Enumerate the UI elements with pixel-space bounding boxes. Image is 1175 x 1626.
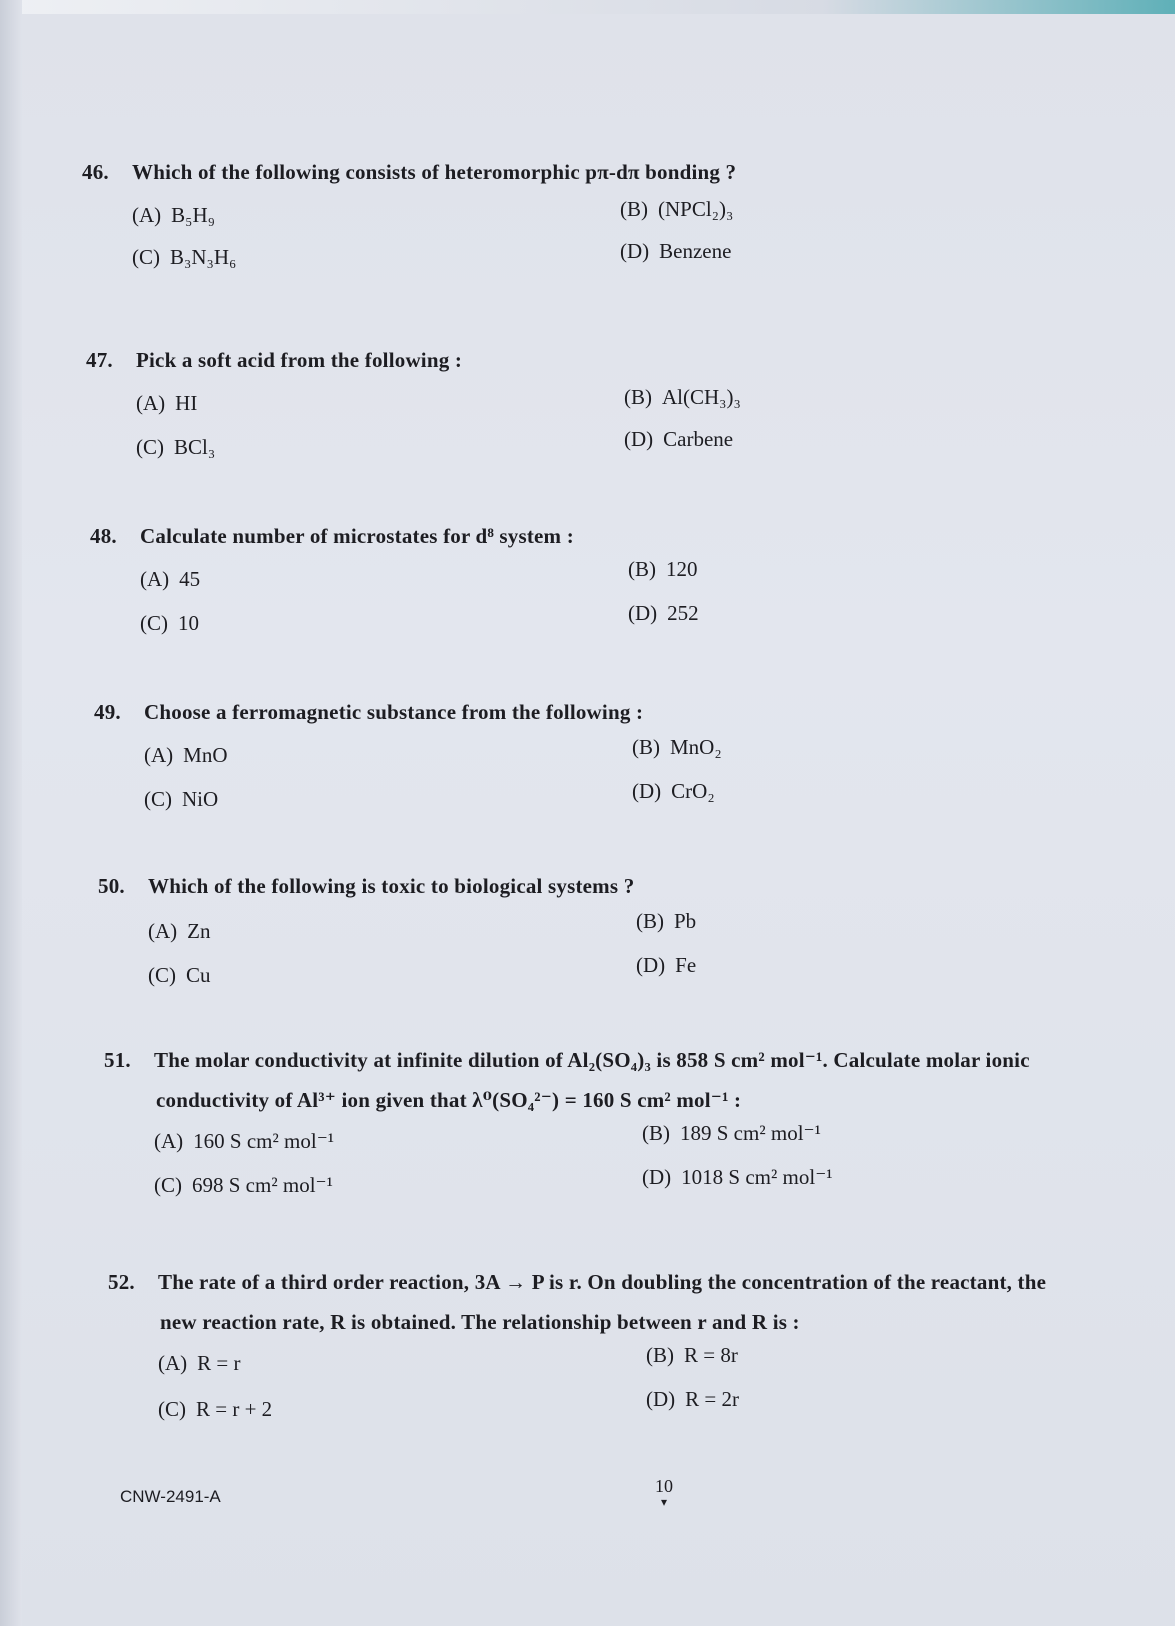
page-left-edge bbox=[0, 0, 22, 1626]
option-b bbox=[620, 196, 733, 222]
option-letter: (A) bbox=[154, 1129, 184, 1153]
question-stem bbox=[90, 516, 1160, 556]
option-text: Fe bbox=[675, 953, 697, 977]
option-letter: (D) bbox=[646, 1387, 676, 1411]
option-d bbox=[646, 1386, 739, 1412]
options-grid bbox=[104, 1120, 1174, 1210]
option-a bbox=[148, 918, 210, 944]
option-letter: (C) bbox=[132, 245, 160, 269]
option-text: B₅H₉ bbox=[171, 203, 215, 227]
option-letter: (A) bbox=[132, 203, 162, 227]
option-letter: (C) bbox=[148, 963, 176, 987]
option-letter: (B) bbox=[632, 735, 660, 759]
question-stem bbox=[82, 152, 1152, 192]
option-text: 189 S cm² mol⁻¹ bbox=[680, 1121, 821, 1145]
question-text: Pick a soft acid from the following : bbox=[136, 348, 463, 372]
question-text: Which of the following is toxic to biological systems ? bbox=[148, 874, 635, 898]
option-c bbox=[144, 786, 218, 812]
option-b bbox=[632, 734, 722, 760]
option-b bbox=[628, 556, 698, 582]
question-stem-continued: conductivity of Al³⁺ ion given that λ⁰(SO₄²⁻) = 160 S cm² mol⁻¹ : bbox=[156, 1088, 742, 1112]
option-a bbox=[140, 566, 200, 592]
question-text: Which of the following consists of heteromorphic pπ-dπ bonding ? bbox=[132, 160, 737, 184]
option-c bbox=[148, 962, 211, 988]
question-50 bbox=[98, 866, 1168, 996]
option-letter: (A) bbox=[140, 567, 170, 591]
option-letter: (D) bbox=[632, 779, 662, 803]
options-grid bbox=[82, 192, 1152, 282]
option-c bbox=[154, 1172, 333, 1198]
option-text: 45 bbox=[179, 567, 201, 591]
option-text: MnO bbox=[183, 743, 228, 767]
option-text: R = 8r bbox=[684, 1343, 738, 1367]
option-a bbox=[154, 1128, 334, 1154]
options-grid bbox=[86, 380, 1156, 470]
option-text: HI bbox=[175, 391, 198, 415]
option-text: (NPCl₂)₃ bbox=[658, 197, 734, 221]
question-stem bbox=[98, 866, 1168, 906]
option-letter: (C) bbox=[144, 787, 172, 811]
question-stem bbox=[86, 340, 1156, 380]
question-51 bbox=[104, 1040, 1174, 1210]
option-text: 10 bbox=[178, 611, 199, 635]
option-text: B₃N₃H₆ bbox=[170, 245, 237, 269]
option-d bbox=[620, 238, 731, 264]
question-number: 51. bbox=[104, 1048, 131, 1072]
question-stem bbox=[104, 1040, 1174, 1080]
option-text: R = r bbox=[197, 1351, 241, 1375]
option-c bbox=[136, 434, 215, 460]
option-d bbox=[636, 952, 696, 978]
option-letter: (C) bbox=[140, 611, 168, 635]
options-grid bbox=[98, 906, 1168, 996]
option-letter: (B) bbox=[642, 1121, 670, 1145]
option-d bbox=[632, 778, 715, 804]
option-letter: (B) bbox=[620, 197, 648, 221]
question-text: The rate of a third order reaction, 3A → P is r. On doubling the concentration of the reactant, the bbox=[158, 1270, 1047, 1294]
question-number: 52. bbox=[108, 1270, 135, 1294]
option-a bbox=[158, 1350, 241, 1376]
page-top-edge bbox=[0, 0, 1175, 14]
option-letter: (A) bbox=[136, 391, 166, 415]
page-number-block bbox=[655, 1476, 673, 1508]
option-text: Zn bbox=[187, 919, 211, 943]
option-b bbox=[642, 1120, 821, 1146]
option-d bbox=[624, 426, 733, 452]
option-a bbox=[136, 390, 197, 416]
option-letter: (A) bbox=[144, 743, 174, 767]
question-stem-continued: new reaction rate, R is obtained. The relationship between r and R is : bbox=[160, 1310, 800, 1334]
option-letter: (C) bbox=[154, 1173, 182, 1197]
option-letter: (B) bbox=[646, 1343, 674, 1367]
options-grid bbox=[108, 1342, 1175, 1432]
question-number: 49. bbox=[94, 700, 121, 724]
option-text: Pb bbox=[674, 909, 697, 933]
question-49 bbox=[94, 692, 1164, 822]
option-b bbox=[646, 1342, 738, 1368]
option-letter: (C) bbox=[136, 435, 164, 459]
page-marker-icon: ▾ bbox=[660, 1495, 668, 1509]
question-text: Choose a ferromagnetic substance from the following : bbox=[144, 700, 644, 724]
option-letter: (D) bbox=[636, 953, 666, 977]
option-c bbox=[132, 244, 236, 270]
option-text: Cu bbox=[186, 963, 211, 987]
option-text: BCl₃ bbox=[174, 435, 216, 459]
option-a bbox=[144, 742, 228, 768]
option-letter: (D) bbox=[624, 427, 654, 451]
option-letter: (B) bbox=[636, 909, 664, 933]
option-text: 160 S cm² mol⁻¹ bbox=[193, 1129, 335, 1153]
option-letter: (D) bbox=[620, 239, 650, 263]
option-a bbox=[132, 202, 215, 228]
option-text: MnO₂ bbox=[670, 735, 722, 759]
question-48 bbox=[90, 516, 1160, 646]
option-letter: (A) bbox=[158, 1351, 188, 1375]
question-text: Calculate number of microstates for d⁸ system : bbox=[140, 524, 574, 548]
booklet-code: CNW-2491-A bbox=[120, 1487, 221, 1506]
option-text: CrO₂ bbox=[671, 779, 715, 803]
options-grid bbox=[90, 556, 1160, 646]
question-number: 50. bbox=[98, 874, 125, 898]
option-text: Carbene bbox=[663, 427, 734, 451]
option-letter: (B) bbox=[628, 557, 656, 581]
page-number: 10 bbox=[655, 1476, 673, 1496]
question-46 bbox=[82, 152, 1152, 282]
option-c bbox=[158, 1396, 272, 1422]
question-stem bbox=[108, 1262, 1175, 1302]
question-text: The molar conductivity at infinite dilution of Al₂(SO₄)₃ is 858 S cm² mol⁻¹. Calculate molar ionic bbox=[154, 1048, 1030, 1072]
option-letter: (C) bbox=[158, 1397, 186, 1421]
option-letter: (D) bbox=[628, 601, 658, 625]
question-stem bbox=[94, 692, 1164, 732]
option-c bbox=[140, 610, 199, 636]
option-text: 698 S cm² mol⁻¹ bbox=[192, 1173, 333, 1197]
option-text: 120 bbox=[666, 557, 698, 581]
option-d bbox=[628, 600, 699, 626]
question-47 bbox=[86, 340, 1156, 470]
option-b bbox=[636, 908, 696, 934]
question-number: 46. bbox=[82, 160, 109, 184]
option-text: R = 2r bbox=[685, 1387, 739, 1411]
question-52 bbox=[108, 1262, 1175, 1432]
option-letter: (D) bbox=[642, 1165, 672, 1189]
option-letter: (A) bbox=[148, 919, 178, 943]
option-text: 1018 S cm² mol⁻¹ bbox=[681, 1165, 833, 1189]
option-letter: (B) bbox=[624, 385, 652, 409]
question-number: 48. bbox=[90, 524, 117, 548]
option-text: NiO bbox=[182, 787, 219, 811]
option-d bbox=[642, 1164, 833, 1190]
option-text: 252 bbox=[667, 601, 699, 625]
option-text: R = r + 2 bbox=[196, 1397, 273, 1421]
option-b bbox=[624, 384, 741, 410]
question-number: 47. bbox=[86, 348, 113, 372]
option-text: Benzene bbox=[659, 239, 732, 263]
option-text: Al(CH₃)₃ bbox=[662, 385, 741, 409]
options-grid bbox=[94, 732, 1164, 822]
